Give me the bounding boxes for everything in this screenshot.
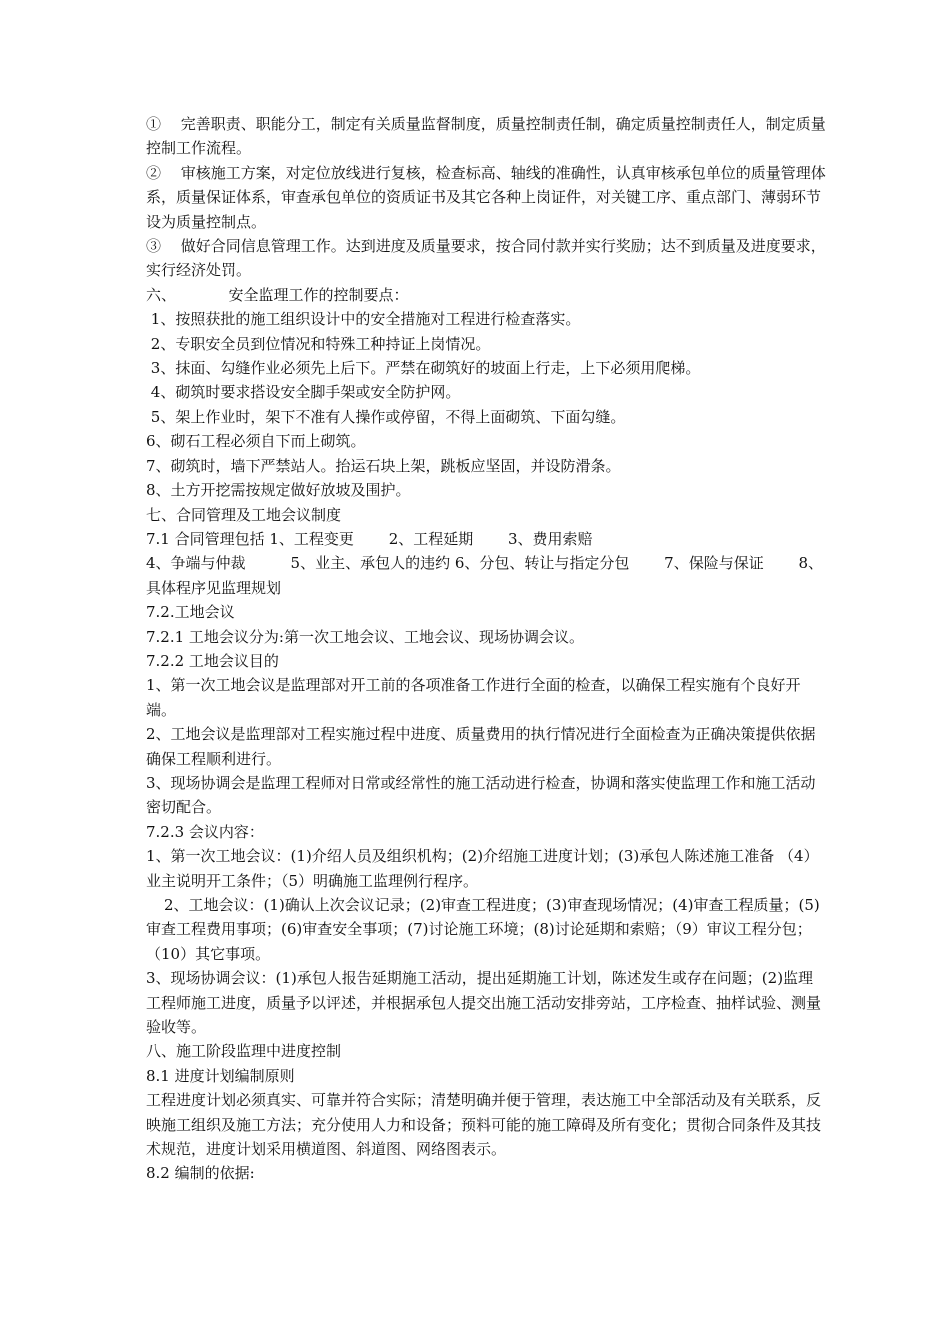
safety-item-2: 2、专职安全员到位情况和特殊工种持证上岗情况。 — [146, 334, 491, 353]
meeting-content-3: 3、现场协调会议：(1)承包人报告延期施工活动，提出延期施工计划，陈述发生或存在问题；(2)监理工程师施工进度，质量予以评述，并根据承包人提交出施工活动安排旁站，工序检查、抽样试验、测量验收等。 — [146, 969, 822, 1037]
safety-item-4: 4、砌筑时要求搭设安全脚手架或安全防护网。 — [146, 383, 461, 402]
document-page — [146, 112, 826, 1186]
safety-item-3: 3、抹面、勾缝作业必须先上后下。严禁在砌筑好的坡面上行走，上下必须用爬梯。 — [146, 359, 701, 378]
subheading-7-2-1: 7.2.1 工地会议分为:第一次工地会议、工地会议、现场协调会议。 — [146, 627, 584, 646]
safety-item-5: 5、架上作业时，架下不准有人操作或停留，不得上面砌筑、下面勾缝。 — [146, 407, 626, 426]
meeting-content-1: 1、第一次工地会议：(1)介绍人员及组织机构；(2)介绍施工进度计划；(3)承包人陈述施工准备 （4）业主说明开工条件；（5）明确施工监理例行程序。 — [146, 847, 819, 890]
safety-item-6: 6、砌石工程必须自下而上砌筑。 — [146, 432, 366, 451]
schedule-principles-text: 工程进度计划必须真实、可靠并符合实际；清楚明确并便于管理，表达施工中全部活动及有关联系，反映施工组织及施工方法；充分使用人力和设备；预料可能的施工障碍及所有变化；贯彻合同条件及其技术规范，进度计划采用横道图、斜道图、网络图表示。 — [146, 1091, 822, 1159]
subheading-8-2: 8.2 编制的依据: — [146, 1164, 255, 1183]
subheading-8-1: 8.1 进度计划编制原则 — [146, 1066, 295, 1085]
meeting-purpose-3: 3、现场协调会是监理工程师对日常或经常性的施工活动进行检查，协调和落实使监理工作和施工活动密切配合。 — [146, 773, 816, 817]
subheading-7-2-3: 7.2.3 会议内容： — [146, 822, 264, 841]
meeting-purpose-1: 1、第一次工地会议是监理部对开工前的各项准备工作进行全面的检查，以确保工程实施有个良好开端。 — [146, 676, 801, 719]
subheading-7-2: 7.2.工地会议 — [146, 603, 235, 622]
quality-item-2: ② 审核施工方案，对定位放线进行复核，检查标高、轴线的准确性，认真审核承包单位的质量管理体系，质量保证体系，审查承包单位的资质证书及其它各种上岗证件，对关键工序、重点部门、薄弱环节设为质量控制点。 — [146, 163, 826, 231]
section-heading-8: 八、施工阶段监理中进度控制 — [146, 1042, 342, 1061]
meeting-purpose-2: 2、工地会议是监理部对工程实施过程中进度、质量费用的执行情况进行全面检查为正确决策提供依据确保工程顺利进行。 — [146, 725, 816, 768]
quality-item-3: ③ 做好合同信息管理工作。达到进度及质量要求，按合同付款并实行奖励；达不到质量及进度要求，实行经济处罚。 — [146, 237, 826, 280]
safety-item-7: 7、砌筑时，墙下严禁站人。抬运石块上架，跳板应坚固，并设防滑条。 — [146, 456, 621, 475]
section-heading-6: 六、 安全监理工作的控制要点： — [146, 285, 409, 304]
contract-items-line-1: 7.1 合同管理包括 1、工程变更 2、工程延期 3、费用索赔 — [146, 529, 593, 548]
safety-item-1: 1、按照获批的施工组织设计中的安全措施对工程进行检查落实。 — [146, 310, 581, 329]
meeting-content-2: 2、工地会议：(1)确认上次会议记录；(2)审查工程进度；(3)审查现场情况；(4)审查工程质量；(5)审查工程费用事项；(6)审查安全事项；(7)讨论施工环境；(8)讨论延期和索赔；（9）审议工程分包；（10）其它事项。 — [146, 896, 820, 963]
subheading-7-2-2: 7.2.2 工地会议目的 — [146, 651, 279, 670]
contract-items-line-2: 4、争端与仲裁 5、业主、承包人的违约 6、分包、转让与指定分包 7、保险与保证 8、具体程序见监理规划 — [146, 554, 824, 597]
safety-item-8: 8、土方开挖需按规定做好放坡及围护。 — [146, 481, 411, 500]
quality-item-1: ① 完善职责、职能分工，制定有关质量监督制度，质量控制责任制，确定质量控制责任人，制定质量控制工作流程。 — [146, 115, 826, 158]
section-heading-7: 七、合同管理及工地会议制度 — [146, 505, 342, 524]
